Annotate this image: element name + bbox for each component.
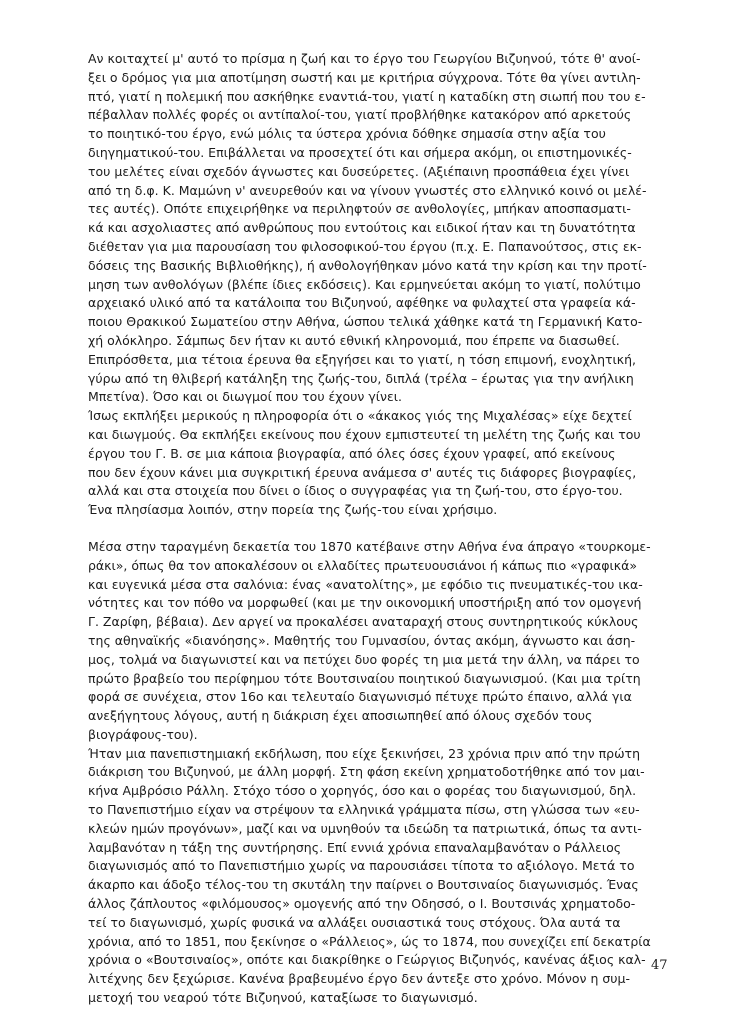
text-line: Ίσως εκπλήξει μερικούς η πληροφορία ότι ο «άκακος γιός της Μιχαλέσας» είχε δεχτεί	[88, 408, 632, 424]
paragraph	[88, 50, 668, 407]
text-line: Γ. Ζαρίφη, βέβαια). Δεν αργεί να προκαλέσει αναταραχή στους συντηρητικούς κύκλους	[88, 614, 639, 630]
text-line: το ποιητικό-του έργο, ενώ μόλις τα ύστερα χρόνια δόθηκε σημασία στην αξία του	[88, 126, 606, 142]
page-number: 47	[651, 958, 668, 973]
text-line: βιογράφους-του).	[88, 726, 198, 742]
text-line: Ένα πλησίασμα λοιπόν, στην πορεία της ζωής-του είναι χρήσιμο.	[88, 502, 498, 518]
text-line: Μέσα στην ταραγμένη δεκαετία του 1870 κατέβαινε στην Αθήνα ένα άπραγο «τουρκομε-	[88, 538, 651, 554]
text-line: του μελέτες είναι σχεδόν άγνωστες και δυσεύρετες. (Αξιέπαινη προσπάθεια έχει γίνει	[88, 163, 630, 179]
text-line: χή ολόκληρο. Σάμπως δεν ήταν κι αυτό εθνική κληρονομιά, που έπρεπε να διασωθεί.	[88, 332, 620, 348]
paragraph	[88, 538, 668, 745]
page-body	[88, 50, 668, 1008]
text-line: το Πανεπιστήμιο είχαν να στρέψουν τα ελληνικά γράμματα πίσω, στη γλώσσα των «ευ-	[88, 802, 640, 818]
text-line: άκαρπο και άδοξο τέλος-του τη σκυτάλη την παίρνει ο Βουτσιναίος διαγωνισμός. Ένας	[88, 877, 639, 893]
text-line: ράκι», όπως θα τον αποκαλέσουν οι ελλαδίτες πρωτευουσιάνοι ή κάπως πιο «γραφικά»	[88, 557, 638, 573]
text-line: τες αυτές). Οπότε επιχειρήθηκε να περιληφτούν σε ανθολογίες, μπήκαν αποσπασματι-	[88, 201, 631, 217]
text-line: άλλος ζάπλουτος «φιλόμουσος» ομογενής από την Οδησσό, ο Ι. Βουτσινάς χρηματοδο-	[88, 896, 636, 912]
text-line: κλεών ημών προγόνων», μαζί και να υμνηθούν τα ιδεώδη τα πατριωτικά, όπως τα αντι-	[88, 820, 642, 836]
text-line: νότητες και τον πόθο να μορφωθεί (και με την οικονομική υποστήριξη από τον ομογενή	[88, 595, 642, 611]
text-line: από τη δ.φ. Κ. Μαμώνη ν' ανευρεθούν και να γίνουν γνωστές στο ελληνικό κοινό οι μελέ-	[88, 182, 647, 198]
text-line: και ευγενικά μέσα στα σαλόνια: ένας «ανατολίτης», με εφόδιο τις πνευματικές-του ικα-	[88, 576, 643, 592]
text-line: ξει ο δρόμος για μια αποτίμηση σωστή και με κριτήρια σύγχρονα. Τότε θα γίνει αντιλη-	[88, 69, 641, 85]
text-line: διαγωνισμός από το Πανεπιστήμιο χωρίς να παρουσιάσει τίποτα το αξιόλογο. Μετά το	[88, 858, 635, 874]
text-line: κά και ασχολιαστες από ανθρώπους που εντούτοις και ειδικοί ήταν και τη δυνατότητα	[88, 220, 636, 236]
paragraph	[88, 407, 668, 520]
paragraph-gap	[88, 520, 668, 538]
text-line: τεί το διαγωνισμό, χωρίς φυσικά να αλλάξει ουσιαστικά τους στόχους. Όλα αυτά τα	[88, 914, 621, 930]
text-line: αλλά και στα στοιχεία που δίνει ο ίδιος ο συγγραφέας για τη ζωή-του, στο έργο-του.	[88, 483, 623, 499]
text-line: πτό, γιατί η πολεμική που ασκήθηκε εναντιά-του, γιατί η καταδίκη στη σιωπή που του ε-	[88, 88, 646, 104]
text-line: λαμβανόταν η τάξη της συντήρησης. Επί εννιά χρόνια επαναλαμβανόταν ο Ράλλειος	[88, 839, 622, 855]
text-line: και διωγμούς. Θα εκπλήξει εκείνους που έχουν εμπιστευτεί τη μελέτη της ζωής και του	[88, 426, 641, 442]
text-line: Μπετίνα). Όσο και οι διωγμοί που του έχουν γίνει.	[88, 389, 402, 405]
text-line: μετοχή του νεαρού τότε Βιζυηνού, καταξίωσε το διαγωνισμό.	[88, 990, 478, 1006]
text-line: μηση των ανθολόγων (βλέπε ίδιες εκδόσεις). Και ερμηνεύεται ακόμη το γιατί, πολύτιμο	[88, 276, 641, 292]
text-line: χρόνια ο «Βουτσιναίος», οπότε και διακρίθηκε ο Γεώργιος Βιζυηνός, κανένας άξιος καλ-	[88, 952, 646, 968]
text-line: Ήταν μια πανεπιστημιακή εκδήλωση, που είχε ξεκινήσει, 23 χρόνια πριν από την πρώτη	[88, 745, 640, 761]
text-line: ποιου Θρακικού Σωματείου στην Αθήνα, ώσπου τελικά χάθηκε κατά τη Γερμανική Κατο-	[88, 314, 643, 330]
text-line: λιτέχνης δεν ξεχώρισε. Κανένα βραβευμένο έργο δεν άντεξε στο χρόνο. Μόνον η συμ-	[88, 971, 630, 987]
paragraph	[88, 745, 668, 1008]
text-line: φορά σε συνέχεια, στον 16ο και τελευταίο διαγωνισμό πέτυχε πρώτο έπαινο, αλλά για	[88, 689, 632, 705]
text-line: χρόνια, από το 1851, που ξεκίνησε ο «Ράλλειος», ώς το 1874, που συνεχίζει επί δεκατρία	[88, 933, 651, 949]
text-line: αρχειακό υλικό από τα κατάλοιπα του Βιζυηνού, αφέθηκε να φυλαχτεί στα γραφεία κά-	[88, 295, 636, 311]
text-line: ανεξήγητους λόγους, αυτή η διάκριση έχει αποσιωπηθεί από όλους σχεδόν τους	[88, 708, 593, 724]
text-line: κήνα Αμβρόσιο Ράλλη. Στόχο τόσο ο χορηγός, όσο και ο φορέας του διαγωνισμού, δηλ.	[88, 783, 637, 799]
text-line: Αν κοιταχτεί μ' αυτό το πρίσμα η ζωή και το έργο του Γεωργίου Βιζυηνού, τότε θ' ανοί-	[88, 51, 641, 66]
text-line: μος, τολμά να διαγωνιστεί και να πετύχει δυο φορές τη μια μετά την άλλη, να πάρει το	[88, 651, 640, 667]
text-line: διάκριση του Βιζυηνού, με άλλη μορφή. Στη φάση εκείνη χρηματοδοτήθηκε από τον μαι-	[88, 764, 645, 780]
text-line: έργου του Γ. Β. σε μια κάποια βιογραφία, από όλες όσες έχουν γραφεί, από εκείνους	[88, 445, 616, 461]
text-line: διέθεταν για μια παρουσίαση του φιλοσοφικού-του έργου (π.χ. Ε. Παπανούτσος, στις εκ-	[88, 238, 642, 254]
text-line: Επιπρόσθετα, μια τέτοια έρευνα θα εξηγήσει και το γιατί, η τόση επιμονή, ενοχλητική,	[88, 351, 637, 367]
text-line: πρώτο βραβείο του περίφημου τότε Βουτσιναίου ποιητικού διαγωνισμού. (Και μια τρίτη	[88, 670, 641, 686]
text-line: δόσεις της Βασικής Βιβλιοθήκης), ή ανθολογήθηκαν μόνο κατά την κρίση και την προτί-	[88, 257, 647, 273]
text-line: που δεν έχουν κάνει μια συγκριτική έρευνα ανάμεσα σ' αυτές τις διάφορες βιογραφίες,	[88, 464, 637, 480]
text-line: της αθηναϊκής «διανόησης». Μαθητής του Γυμνασίου, όντας ακόμη, άγνωστο και άση-	[88, 632, 636, 648]
text-line: διηγηματικού-του. Επιβάλλεται να προσεχτεί ότι και σήμερα ακόμη, οι επιστημονικές-	[88, 144, 632, 160]
text-line: πέβαλλαν πολλές φορές οι αντίπαλοί-του, γιατί προβλήθηκε κατακόρον από αρκετούς	[88, 107, 632, 123]
text-line: γύρω από τη θλιβερή κατάληξη της ζωής-του, διπλά (τρέλα – έρωτας για την ανήλικη	[88, 370, 634, 386]
